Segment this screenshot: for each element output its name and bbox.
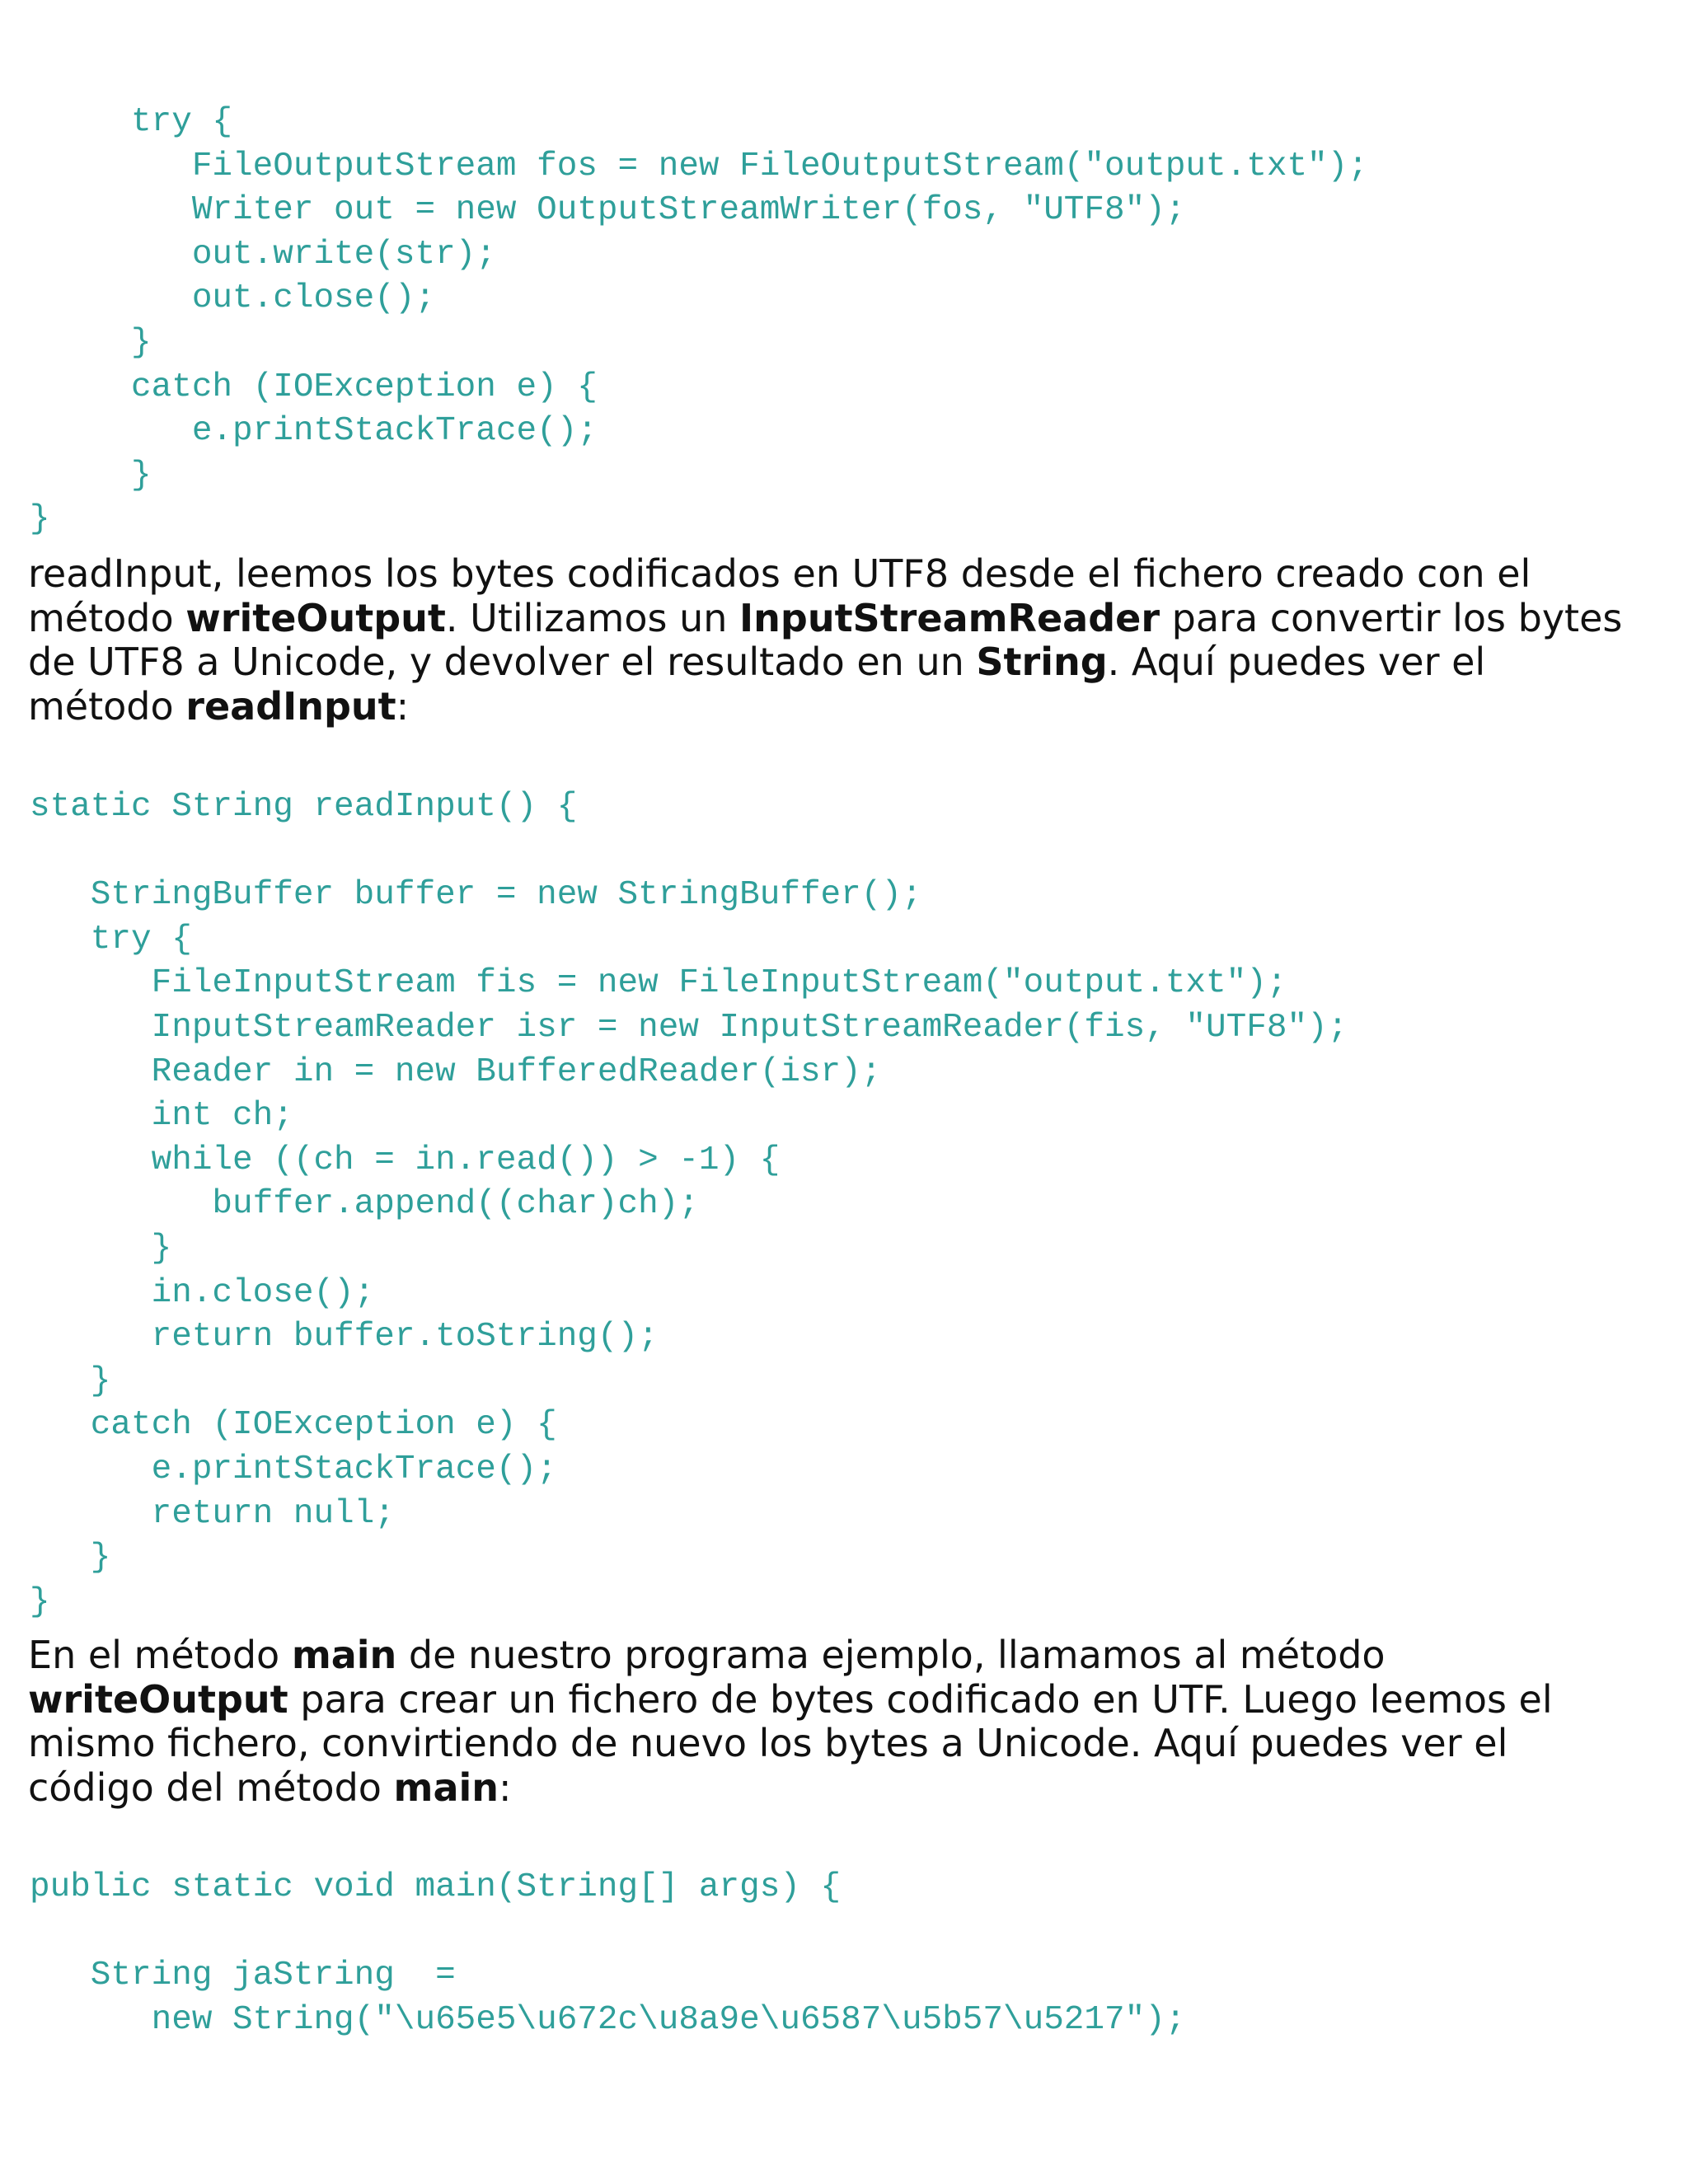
code-line: FileOutputStream fos = new FileOutputStream("output.txt"); <box>30 147 1368 185</box>
text-run: : <box>499 1765 512 1810</box>
code-line: try { <box>30 920 192 958</box>
code-line: String jaString = <box>30 1957 456 1995</box>
code-line: out.write(str); <box>30 235 496 274</box>
code-line: return null; <box>30 1494 395 1533</box>
bold-term: writeOutput <box>185 595 446 640</box>
bold-term: String <box>976 640 1108 685</box>
paragraph-line <box>28 1722 1668 1766</box>
text-run: para convertir los bytes <box>1160 595 1623 640</box>
text-run: de nuestro programa ejemplo, llamamos al método <box>396 1633 1386 1677</box>
bold-term: main <box>291 1633 397 1677</box>
code-line: InputStreamReader isr = new InputStreamReader(fis, "UTF8"); <box>30 1008 1348 1047</box>
paragraph-main-intro <box>28 1633 1668 1810</box>
bold-term: InputStreamReader <box>739 595 1160 640</box>
text-run: método <box>28 683 186 729</box>
text-run: En el método <box>28 1633 292 1677</box>
code-line: out.close(); <box>30 279 436 318</box>
code-line: buffer.append((char)ch); <box>30 1185 699 1224</box>
code-line: } <box>30 323 152 362</box>
text-run: código del método <box>28 1765 394 1810</box>
paragraph-read-input-intro <box>28 552 1668 729</box>
code-line <box>30 830 1348 874</box>
code-line: catch (IOException e) { <box>30 1406 557 1445</box>
code-line <box>30 1910 1185 1955</box>
code-block-write-output-tail <box>30 101 1368 542</box>
text-run: readInput, leemos los bytes codificados en UTF8 desde el fichero creado con el <box>28 551 1531 596</box>
bold-term: writeOutput <box>28 1676 288 1722</box>
bold-term: main <box>393 1765 499 1810</box>
code-line: Writer out = new OutputStreamWriter(fos, "UTF8"); <box>30 191 1186 230</box>
code-line: try { <box>30 103 233 141</box>
code-line: while ((ch = in.read()) > -1) { <box>30 1141 781 1179</box>
code-line: } <box>30 1229 172 1268</box>
code-line: } <box>30 1582 50 1621</box>
paragraph-line <box>28 1678 1668 1722</box>
code-block-main <box>30 1866 1185 2042</box>
paragraph-line <box>28 1633 1668 1678</box>
code-line: new String("\u65e5\u672c\u8a9e\u6587\u5b57\u5217"); <box>30 2000 1186 2039</box>
code-block-read-input <box>30 785 1348 1624</box>
code-line: } <box>30 1361 111 1400</box>
text-run: método <box>28 595 186 640</box>
text-run: : <box>396 683 410 729</box>
paragraph-line <box>28 597 1668 641</box>
paragraph-line <box>28 640 1668 685</box>
paragraph-line <box>28 552 1668 597</box>
text-run: para crear un fichero de bytes codificado en UTF. Luego leemos el <box>288 1676 1553 1722</box>
code-line: StringBuffer buffer = new StringBuffer(); <box>30 876 922 915</box>
code-line: return buffer.toString(); <box>30 1318 659 1357</box>
code-line: } <box>30 1539 111 1577</box>
code-line: e.printStackTrace(); <box>30 412 598 451</box>
code-line: catch (IOException e) { <box>30 368 598 406</box>
code-line: in.close(); <box>30 1273 375 1312</box>
paragraph-line <box>28 1766 1668 1811</box>
code-line: FileInputStream fis = new FileInputStream("output.txt"); <box>30 964 1287 1003</box>
code-line: static String readInput() { <box>30 788 578 826</box>
code-line: Reader in = new BufferedReader(isr); <box>30 1052 882 1091</box>
code-line: int ch; <box>30 1097 293 1136</box>
text-run: . Aquí puedes ver el <box>1107 640 1486 685</box>
code-line: } <box>30 500 50 539</box>
text-run: de UTF8 a Unicode, y devolver el resultado en un <box>28 640 977 685</box>
code-line: public static void main(String[] args) { <box>30 1868 842 1906</box>
text-run: . Utilizamos un <box>445 595 740 640</box>
bold-term: readInput <box>185 683 396 729</box>
paragraph-line <box>28 685 1668 729</box>
code-line: e.printStackTrace(); <box>30 1450 557 1488</box>
code-line: } <box>30 456 152 494</box>
text-run: mismo fichero, convirtiendo de nuevo los bytes a Unicode. Aquí puedes ver el <box>28 1721 1508 1766</box>
